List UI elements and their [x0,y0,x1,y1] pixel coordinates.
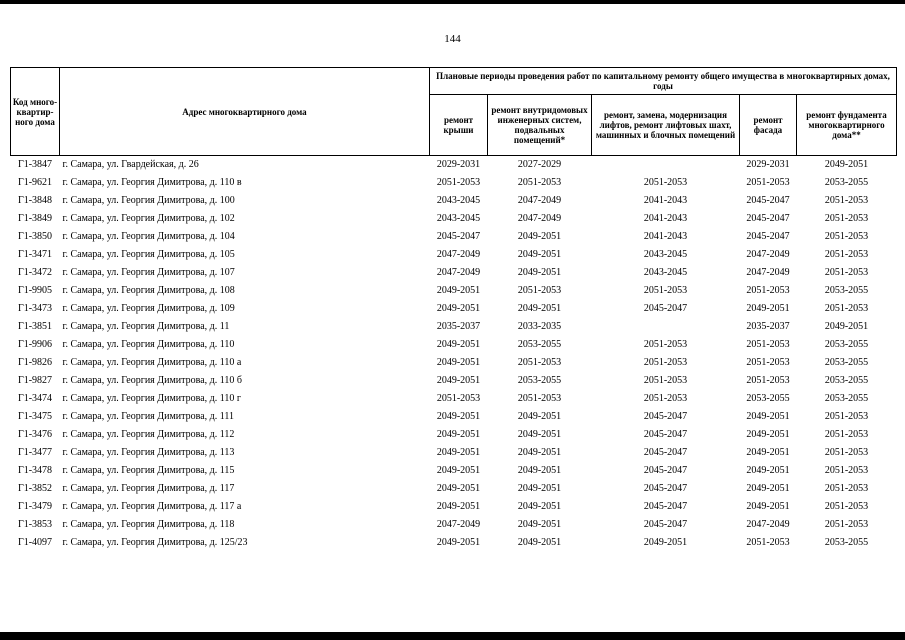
table-row [11,534,897,552]
cell-lifts: 2045-2047 [643,411,688,422]
cell-systems: 2049-2051 [517,483,562,494]
cell-systems: 2049-2051 [517,267,562,278]
header-lifts: ремонт, замена, модернизация лифтов, ремонт лифтовых шахт, машинных и блочных помещений [592,95,740,156]
cell-systems: 2047-2049 [517,213,562,224]
cell-foundation: 2051-2053 [824,249,869,260]
cell-roof: 2049-2051 [436,429,481,440]
cell-roof: 2051-2053 [436,393,481,404]
cell-code: Г1-3471 [17,249,53,260]
cell-foundation: 2053-2055 [824,537,869,548]
cell-foundation: 2053-2055 [824,177,869,188]
cell-foundation: 2053-2055 [824,339,869,350]
cell-systems: 2049-2051 [517,411,562,422]
cell-lifts: 2043-2045 [643,267,688,278]
cell-foundation: 2051-2053 [824,195,869,206]
header-code: Код много-квартир-ного дома [11,68,60,156]
cell-foundation: 2051-2053 [824,267,869,278]
cell-systems: 2051-2053 [517,285,562,296]
table-row [11,210,897,228]
cell-facade: 2053-2055 [746,393,790,404]
bottom-border [0,632,905,640]
cell-lifts: 2045-2047 [643,447,688,458]
cell-lifts: 2043-2045 [643,249,688,260]
cell-systems: 2049-2051 [517,465,562,476]
cell-code: Г1-3477 [17,447,53,458]
cell-code: Г1-9906 [17,339,53,350]
cell-address: г. Самара, ул. Георгия Димитрова, д. 112 [62,429,235,440]
cell-foundation: 2053-2055 [824,357,869,368]
cell-facade: 2029-2031 [740,156,797,175]
header-roof: ремонт крыши [430,95,488,156]
cell-foundation: 2051-2053 [824,519,869,530]
cell-address: г. Самара, ул. Георгия Димитрова, д. 115 [62,465,235,476]
cell-code: Г1-3852 [17,483,53,494]
cell-code: Г1-3478 [17,465,53,476]
table-row [11,498,897,516]
cell-facade: 2047-2049 [746,267,790,278]
cell-address: г. Самара, ул. Георгия Димитрова, д. 117 а [62,501,242,512]
header-facade: ремонт фасада [740,95,797,156]
cell-lifts: 2045-2047 [643,303,688,314]
cell-address: г. Самара, ул. Георгия Димитрова, д. 100 [62,195,235,206]
cell-address: г. Самара, ул. Георгия Димитрова, д. 118 [62,519,235,530]
cell-code: Г1-9827 [17,375,53,386]
cell-systems: 2051-2053 [517,357,562,368]
table-row [11,300,897,318]
cell-foundation: 2051-2053 [824,429,869,440]
cell-roof: 2049-2051 [436,447,481,458]
page-number: 144 [444,33,461,45]
cell-roof: 2051-2053 [436,177,481,188]
cell-facade: 2049-2051 [746,483,790,494]
cell-facade: 2045-2047 [746,195,790,206]
cell-address: г. Самара, ул. Георгия Димитрова, д. 110 б [62,375,242,386]
cell-address: г. Самара, ул. Георгия Димитрова, д. 107 [62,267,235,278]
table-row [11,264,897,282]
table-row [11,462,897,480]
cell-lifts: 2045-2047 [643,519,688,530]
cell-address: г. Самара, ул. Георгия Димитрова, д. 110 г [62,393,241,404]
cell-foundation: 2051-2053 [824,447,869,458]
cell-address: г. Самара, ул. Георгия Димитрова, д. 110 [62,339,235,350]
cell-lifts: 2041-2043 [643,195,688,206]
cell-systems: 2049-2051 [517,519,562,530]
cell-foundation: 2049-2051 [824,321,869,332]
cell-address: г. Самара, ул. Георгия Димитрова, д. 11 [62,321,230,332]
cell-roof: 2049-2051 [436,339,481,350]
cell-code: Г1-3472 [17,267,53,278]
cell-facade: 2049-2051 [746,465,790,476]
cell-code: Г1-3851 [17,321,53,332]
cell-roof: 2029-2031 [430,156,488,175]
table-row [11,390,897,408]
cell-address: г. Самара, ул. Георгия Димитрова, д. 117 [62,483,235,494]
cell-systems: 2049-2051 [517,249,562,260]
cell-foundation: 2051-2053 [824,483,869,494]
cell-lifts: 2041-2043 [643,213,688,224]
cell-roof: 2045-2047 [436,231,481,242]
cell-lifts: 2045-2047 [643,429,688,440]
cell-systems: 2033-2035 [517,321,562,332]
header-systems: ремонт внутридомовых инженерных систем, подвальных помещений* [488,95,592,156]
cell-facade: 2045-2047 [746,213,790,224]
cell-lifts: 2051-2053 [643,339,688,350]
cell-roof: 2047-2049 [436,249,481,260]
cell-address: г. Самара, ул. Георгия Димитрова, д. 110 в [62,177,242,188]
cell-lifts: 2051-2053 [643,177,688,188]
cell-systems: 2049-2051 [517,303,562,314]
cell-address: г. Самара, ул. Георгия Димитрова, д. 104 [62,231,235,242]
cell-lifts: 2041-2043 [643,231,688,242]
cell-facade: 2045-2047 [746,231,790,242]
cell-code: Г1-3476 [17,429,53,440]
cell-lifts [592,156,740,175]
cell-facade: 2051-2053 [746,285,790,296]
cell-code: Г1-3474 [17,393,53,404]
cell-code: Г1-3473 [17,303,53,314]
cell-code: Г1-9621 [17,177,53,188]
cell-facade: 2051-2053 [746,357,790,368]
cell-foundation: 2053-2055 [824,375,869,386]
cell-lifts: 2049-2051 [643,537,688,548]
cell-roof: 2049-2051 [436,285,481,296]
cell-facade: 2051-2053 [746,177,790,188]
table-row [11,480,897,498]
cell-roof: 2049-2051 [436,465,481,476]
cell-roof: 2049-2051 [436,483,481,494]
table-row [11,336,897,354]
cell-address: г. Самара, ул. Георгия Димитрова, д. 113 [62,447,235,458]
cell-roof: 2035-2037 [436,321,481,332]
header-address: Адрес многоквартирного дома [60,68,430,156]
cell-code: Г1-3850 [17,231,53,242]
cell-code: Г1-3475 [17,411,53,422]
table-row [11,354,897,372]
table-row [11,156,897,175]
cell-systems: 2049-2051 [517,231,562,242]
cell-facade: 2049-2051 [746,447,790,458]
table-row [11,246,897,264]
cell-roof: 2049-2051 [436,357,481,368]
cell-facade: 2049-2051 [746,501,790,512]
cell-code: Г1-3848 [17,195,53,206]
cell-facade: 2049-2051 [746,429,790,440]
cell-code: Г1-3849 [17,213,53,224]
cell-roof: 2043-2045 [436,213,481,224]
cell-facade: 2049-2051 [746,303,790,314]
cell-lifts: 2045-2047 [643,501,688,512]
cell-roof: 2049-2051 [436,411,481,422]
cell-systems: 2051-2053 [517,177,562,188]
cell-foundation: 2051-2053 [824,501,869,512]
cell-code: Г1-9826 [17,357,53,368]
table-row [11,174,897,192]
cell-foundation: 2051-2053 [824,213,869,224]
cell-facade: 2051-2053 [746,537,790,548]
table-row [11,444,897,462]
cell-lifts: 2051-2053 [643,375,688,386]
table-row [11,372,897,390]
cell-code: Г1-3853 [17,519,53,530]
cell-roof: 2049-2051 [436,303,481,314]
cell-address: г. Самара, ул. Георгия Димитрова, д. 109 [62,303,235,314]
cell-code: Г1-3847 [11,156,60,175]
cell-roof: 2047-2049 [436,267,481,278]
cell-code: Г1-3479 [17,501,53,512]
cell-roof: 2049-2051 [436,375,481,386]
cell-address: г. Самара, ул. Георгия Димитрова, д. 111 [62,411,234,422]
cell-systems: 2053-2055 [517,375,562,386]
cell-systems: 2049-2051 [517,429,562,440]
cell-roof: 2047-2049 [436,519,481,530]
cell-facade: 2051-2053 [746,375,790,386]
table-row [11,282,897,300]
cell-foundation: 2053-2055 [824,285,869,296]
cell-systems: 2049-2051 [517,447,562,458]
cell-foundation: 2051-2053 [824,411,869,422]
cell-address: г. Самара, ул. Георгия Димитрова, д. 108 [62,285,235,296]
cell-foundation: 2053-2055 [824,393,869,404]
cell-facade: 2049-2051 [746,411,790,422]
cell-foundation: 2051-2053 [824,303,869,314]
cell-lifts: 2051-2053 [643,393,688,404]
cell-systems: 2047-2049 [517,195,562,206]
cell-address: г. Самара, ул. Георгия Димитрова, д. 105 [62,249,235,260]
cell-lifts: 2045-2047 [643,483,688,494]
cell-facade: 2051-2053 [746,339,790,350]
cell-code: Г1-4097 [17,537,53,548]
table-row [11,228,897,246]
cell-lifts: 2045-2047 [643,465,688,476]
cell-systems: 2051-2053 [517,393,562,404]
cell-facade: 2047-2049 [746,249,790,260]
table-body [11,156,897,553]
cell-roof: 2049-2051 [436,537,481,548]
cell-address: г. Самара, ул. Георгия Димитрова, д. 102 [62,213,235,224]
top-border [0,0,905,4]
capital-repair-table [10,67,897,552]
cell-systems: 2027-2029 [488,156,592,175]
cell-address: г. Самара, ул. Гвардейская, д. 26 [60,156,430,175]
cell-foundation: 2051-2053 [824,231,869,242]
table-row [11,426,897,444]
cell-systems: 2049-2051 [517,537,562,548]
cell-foundation: 2051-2053 [824,465,869,476]
cell-lifts [592,318,740,336]
cell-roof: 2049-2051 [436,501,481,512]
cell-systems: 2053-2055 [517,339,562,350]
cell-roof: 2043-2045 [436,195,481,206]
header-periods: Плановые периоды проведения работ по капитальному ремонту общего имущества в многоквартирных домах, годы [430,68,897,95]
table-row [11,516,897,534]
cell-address: г. Самара, ул. Георгия Димитрова, д. 125/23 [62,537,248,548]
cell-code: Г1-9905 [17,285,53,296]
table-row [11,318,897,336]
header-foundation: ремонт фундамента многоквартирного дома** [797,95,897,156]
cell-facade: 2047-2049 [746,519,790,530]
cell-lifts: 2051-2053 [643,285,688,296]
cell-systems: 2049-2051 [517,501,562,512]
cell-facade: 2035-2037 [746,321,790,332]
table-row [11,408,897,426]
cell-lifts: 2051-2053 [643,357,688,368]
table-row [11,192,897,210]
cell-address: г. Самара, ул. Георгия Димитрова, д. 110 а [62,357,242,368]
cell-foundation: 2049-2051 [797,156,897,175]
